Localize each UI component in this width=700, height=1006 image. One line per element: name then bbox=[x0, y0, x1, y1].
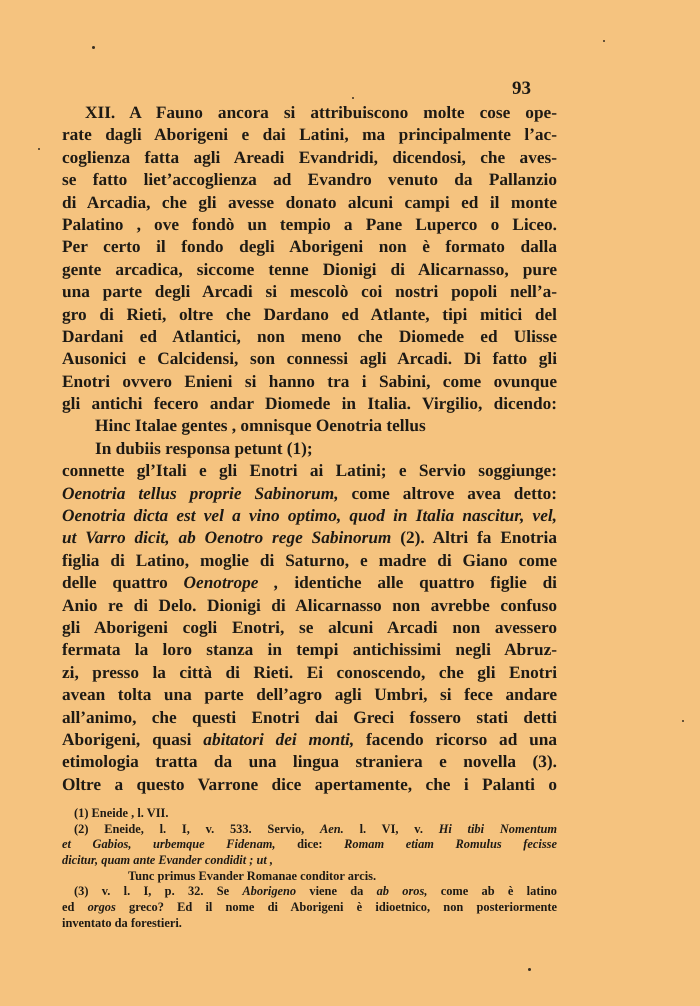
text-line bbox=[62, 483, 557, 505]
text-run: greco? Ed il nome di Aborigeni è idioetnico, non posteriormente bbox=[115, 900, 557, 915]
footnote-line bbox=[62, 837, 557, 853]
footnote-line bbox=[62, 884, 557, 900]
text-run: come ab è latino bbox=[427, 884, 557, 899]
italic-text: Oenotria dicta est vel a vino optimo, quod in Italia nascitur, vel, bbox=[62, 506, 557, 526]
text-line: se fatto liet’accoglienza ad Evandro venuto da Pallanzio bbox=[62, 170, 557, 190]
text-run: facendo ricorso ad una bbox=[354, 729, 557, 749]
italic-text: Aborigeno bbox=[242, 884, 297, 899]
footnote-line bbox=[62, 853, 557, 869]
footnote-line: (1) Eneide , l. VII. bbox=[74, 806, 169, 820]
page-number: 93 bbox=[512, 78, 531, 99]
text-line: Hinc Italae gentes , omnisque Oenotria tellus bbox=[95, 416, 426, 436]
footnotes bbox=[62, 806, 557, 932]
scan-speck bbox=[92, 46, 95, 49]
text-line: gli antichi fecero andar Diomede in Italia. Virgilio, dicendo: bbox=[62, 394, 557, 414]
text-line: coglienza fatta agli Areadi Evandridi, dicendosi, che aves- bbox=[62, 147, 557, 167]
text-line: una parte degli Arcadi si mescolò coi nostri popoli nell’a- bbox=[62, 282, 557, 302]
text-line: avean tolta una parte dell’agro agli Umbri, si fece andare bbox=[62, 685, 557, 705]
scan-speck bbox=[38, 148, 40, 150]
text-line: gente arcadica, siccome tenne Dionigi di Alicarnasso, pure bbox=[62, 259, 557, 279]
footnote-line: inventato da forestieri. bbox=[62, 915, 182, 930]
text-line: Per certo il fondo degli Aborigeni non è formato dalla bbox=[62, 237, 557, 257]
text-line: gro di Rieti, oltre che Dardano ed Atlante, tipi mitici del bbox=[62, 304, 557, 324]
text-run: (2). Altri fa Enotria bbox=[391, 528, 557, 548]
italic-text: orgos bbox=[87, 900, 116, 915]
text-line: rate dagli Aborigeni e dai Latini, ma principalmente l’ac- bbox=[62, 125, 557, 145]
italic-text: ab oros, bbox=[376, 884, 428, 899]
text-line: Dardani ed Atlantici, non meno che Diomede ed Ulisse bbox=[62, 326, 557, 346]
scan-speck bbox=[528, 968, 531, 971]
italic-text: Oenotrope , bbox=[183, 573, 279, 593]
text-run: ed bbox=[62, 900, 88, 915]
text-line: Oltre a questo Varrone dice apertamente, che i Palanti o bbox=[62, 774, 557, 794]
italic-text: Oenotria tellus proprie Sabinorum, bbox=[62, 483, 339, 503]
text-run: Aborigeni, quasi bbox=[62, 729, 204, 749]
footnote-line bbox=[62, 900, 557, 916]
italic-text: ut Varro dicit, ab Oenotro rege Sabinorum bbox=[62, 528, 392, 548]
text-run: (2) Eneide, l. I, v. 533. Servio, bbox=[74, 821, 321, 836]
text-run: dice: bbox=[275, 837, 345, 852]
text-line: Ausonici e Calcidensi, son connessi agli Arcadi. Di fatto gli bbox=[62, 349, 557, 369]
text-line: gli Aborigeni cogli Enotri, se alcuni Arcadi non avessero bbox=[62, 617, 557, 637]
italic-text: Aen. bbox=[320, 821, 344, 836]
text-line: connette gl’Itali e gli Enotri ai Latini; e Servio soggiunge: bbox=[62, 461, 557, 481]
scan-speck bbox=[603, 40, 605, 42]
text-line: XII. A Fauno ancora si attribuiscono molte cose ope- bbox=[85, 103, 557, 122]
text-line bbox=[62, 572, 557, 594]
text-run: delle quattro bbox=[62, 573, 184, 593]
body-text bbox=[62, 102, 557, 796]
text-run: (3) v. l. I, p. 32. Se bbox=[74, 884, 243, 899]
footnote-line: Tunc primus Evander Romanae conditor arcis. bbox=[128, 868, 377, 883]
text-run: come altrove avea detto: bbox=[338, 483, 557, 503]
text-line bbox=[62, 527, 557, 549]
text-line: figlia di Latino, moglie di Saturno, e madre di Giano come bbox=[62, 550, 557, 570]
text-line: etimologia tratta da una lingua straniera e novella (3). bbox=[62, 752, 557, 772]
italic-text: et Gabios, urbemque Fidenam, bbox=[62, 837, 276, 852]
text-line: zi, presso la città di Rieti. Ei conoscendo, che gli Enotri bbox=[62, 662, 557, 682]
text-run: viene da bbox=[296, 884, 377, 899]
text-line: Anio re di Delo. Dionigi di Alicarnasso non avrebbe confuso bbox=[62, 595, 557, 615]
text-line: Enotri ovvero Enieni si hanno tra i Sabini, come ovunque bbox=[62, 371, 557, 391]
text-run: identiche alle quattro figlie di bbox=[278, 573, 557, 593]
text-line: Palatino , ove fondò un tempio a Pane Luperco o Liceo. bbox=[62, 214, 557, 234]
scan-speck bbox=[682, 720, 684, 722]
text-run: l. VI, v. bbox=[343, 821, 439, 836]
text-line: di Arcadia, che gli avesse donato alcuni campi ed il monte bbox=[62, 192, 557, 212]
text-line: fermata la loro stanza in tempi antichissimi negli Abruz- bbox=[62, 640, 557, 660]
text-line: In dubiis responsa petunt (1); bbox=[95, 438, 313, 458]
scan-speck bbox=[352, 97, 354, 99]
text-line bbox=[62, 505, 557, 527]
italic-text: abitatori dei monti, bbox=[203, 729, 355, 749]
text-line bbox=[62, 729, 557, 751]
italic-text: Hi tibi Nomentum bbox=[438, 821, 557, 836]
italic-text: dicitur, quam ante Evander condidit ; ut , bbox=[62, 853, 274, 868]
italic-text: Romam etiam Romulus fecisse bbox=[344, 837, 557, 852]
footnote-line bbox=[62, 822, 557, 838]
text-line: all’animo, che questi Enotri dai Greci fossero stati detti bbox=[62, 707, 557, 727]
